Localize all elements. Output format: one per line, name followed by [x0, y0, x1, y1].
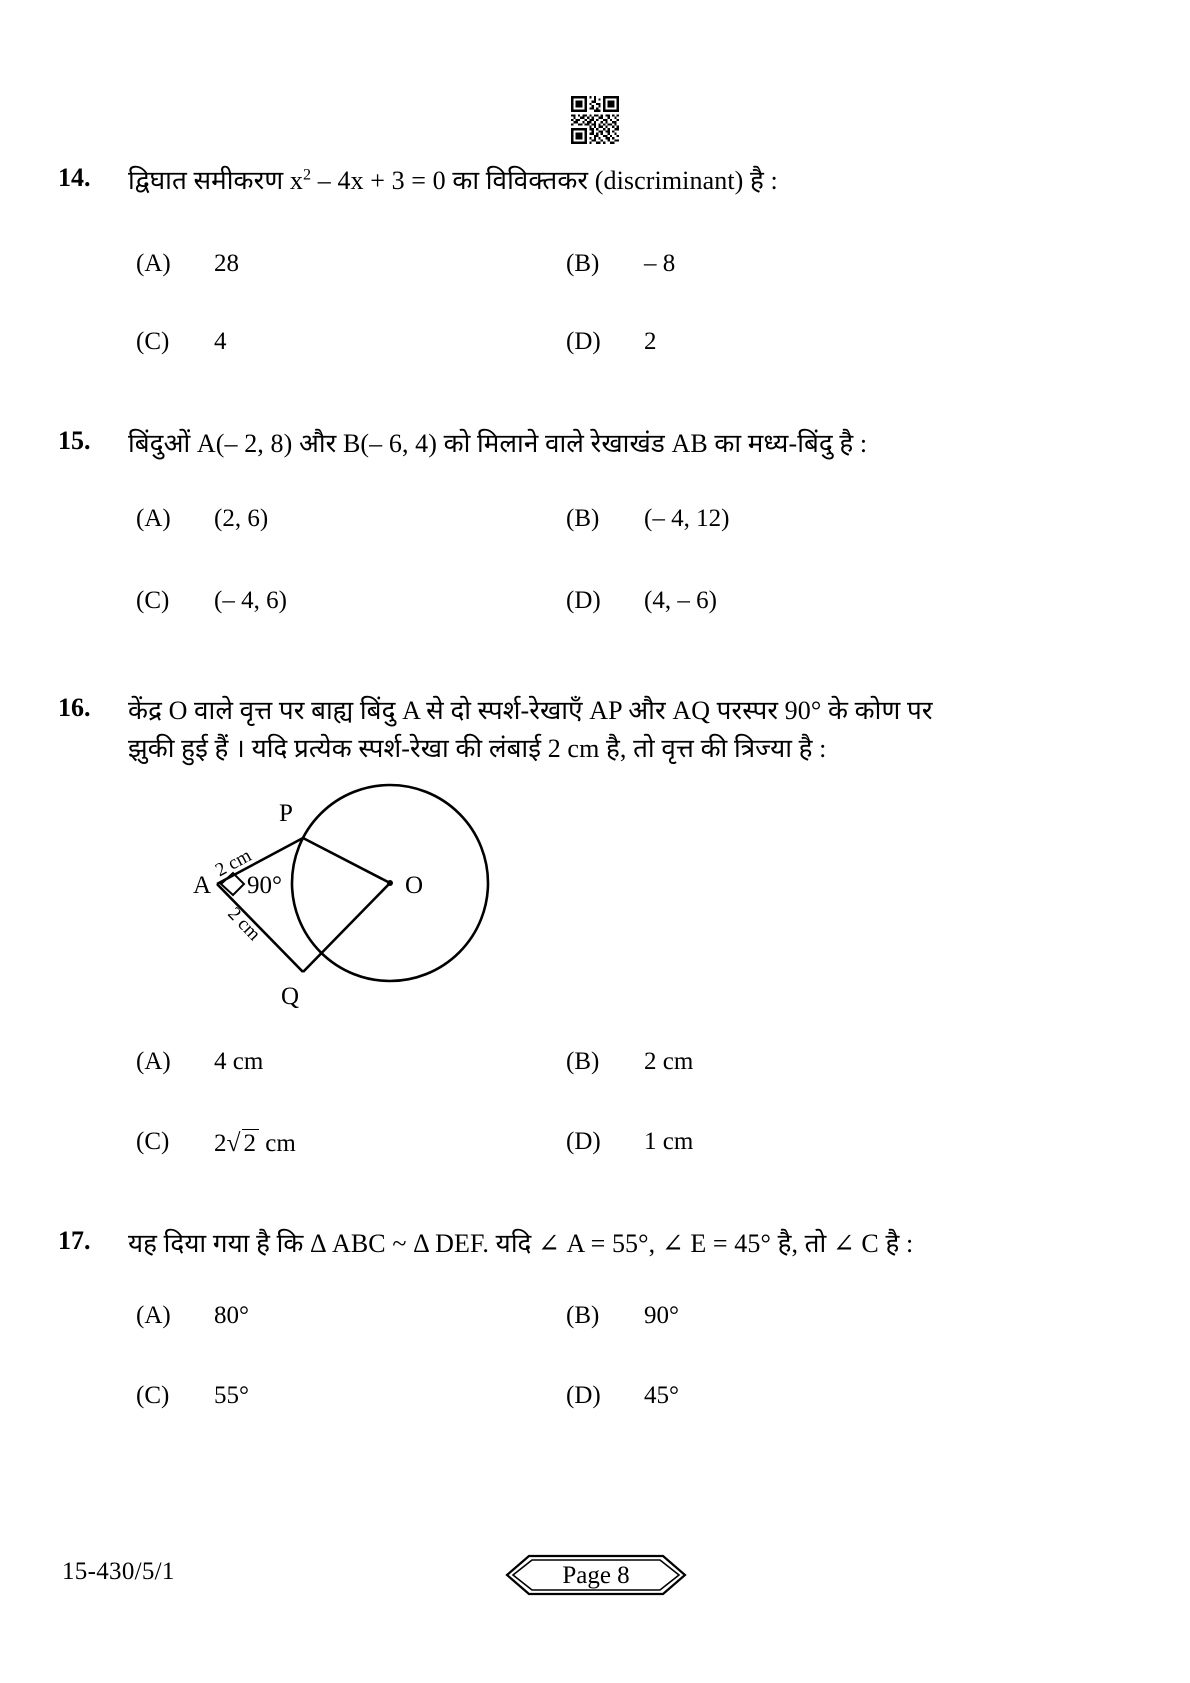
option-value: (– 4, 12) — [644, 505, 730, 532]
q16-line-1: केंद्र O वाले वृत्त पर बाह्य बिंदु A से दो स्पर्श-रेखाएँ AP और AQ परस्पर 90° के कोण पर — [128, 696, 933, 725]
q14-expr-base: x — [289, 166, 303, 195]
option-tag: (B) — [566, 1048, 600, 1075]
option-value: 1 cm — [644, 1128, 694, 1155]
option-value: (2, 6) — [214, 505, 269, 532]
label-tangent-length-lower: 2 cm — [223, 903, 265, 945]
label-P: P — [279, 800, 293, 827]
question-17-options-row-1 — [0, 1302, 1190, 1342]
question-number: 16. — [58, 693, 91, 722]
option-value: 45° — [644, 1382, 679, 1409]
option-value: 28 — [214, 250, 239, 277]
q14-text-b: का विविक्तकर (discriminant) है : — [452, 166, 778, 195]
label-A: A — [192, 872, 212, 899]
option-value: 2 cm — [644, 1048, 694, 1075]
q15-line-1: बिंदुओं A(– 2, 8) और B(– 6, 4) को मिलाने वाले रेखाखंड AB का मध्य-बिंदु है : — [128, 429, 868, 458]
question-number: 17. — [58, 1226, 91, 1255]
option-value: 90° — [644, 1302, 679, 1329]
option-tag: (D) — [566, 587, 601, 614]
option-tag: (B) — [566, 1302, 600, 1329]
radius-OP — [303, 838, 390, 883]
option-tag: (C) — [136, 328, 170, 355]
page-number-text: Page 8 — [562, 1562, 630, 1589]
question-14-options-row-1 — [0, 250, 1190, 290]
option-tag: (B) — [566, 505, 600, 532]
option-tag: (D) — [566, 328, 601, 355]
question-16-options-row-2 — [0, 1128, 1190, 1168]
option-value: (4, – 6) — [644, 587, 717, 614]
question-16-options-row-1 — [0, 1048, 1190, 1088]
sqrt-unit: cm — [265, 1130, 296, 1157]
question-17-options-row-2 — [0, 1382, 1190, 1422]
option-tag: (C) — [136, 587, 170, 614]
option-value: 80° — [214, 1302, 249, 1329]
label-O: O — [405, 872, 424, 899]
option-value: 55° — [214, 1382, 249, 1409]
option-tag: (A) — [136, 505, 171, 532]
option-tag: (D) — [566, 1382, 601, 1409]
label-angle-90: 90° — [247, 872, 282, 899]
option-tag: (A) — [136, 250, 171, 277]
page-footer — [0, 1552, 1190, 1612]
circle-tangents-diagram — [190, 776, 580, 1021]
question-15-options-row-1 — [0, 505, 1190, 545]
label-Q: Q — [280, 983, 300, 1010]
sqrt-expression — [214, 1128, 259, 1158]
option-tag: (A) — [136, 1048, 171, 1075]
radical-sign: √ — [226, 1128, 241, 1157]
label-tangent-length-upper: 2 cm — [211, 845, 255, 882]
option-value — [214, 1128, 296, 1158]
question-number: 14. — [58, 163, 91, 192]
q16-line-2: झुकी हुई हैं । यदि प्रत्येक स्पर्श-रेखा की लंबाई 2 cm है, तो वृत्त की त्रिज्या है : — [128, 733, 827, 763]
option-value: – 8 — [644, 250, 676, 277]
page-number-badge — [503, 1552, 689, 1598]
q14-expr-rest: – 4x + 3 = 0 — [311, 166, 453, 195]
q14-expr-power: 2 — [302, 166, 312, 184]
option-value: 2 — [644, 328, 657, 355]
option-tag: (A) — [136, 1302, 171, 1329]
option-tag: (D) — [566, 1128, 601, 1155]
question-text — [128, 425, 1138, 463]
sqrt-radicand: 2 — [242, 1129, 260, 1158]
option-value: 4 — [214, 328, 227, 355]
option-tag: (C) — [136, 1382, 170, 1409]
option-value: (– 4, 6) — [214, 587, 287, 614]
option-tag: (B) — [566, 250, 600, 277]
sqrt-coefficient: 2 — [214, 1130, 227, 1157]
question-15-options-row-2 — [0, 587, 1190, 627]
qr-code-icon — [571, 96, 619, 144]
question-text — [128, 692, 1158, 767]
center-point-dot — [387, 880, 393, 886]
q14-text-a: द्विघात समीकरण — [128, 166, 290, 195]
radius-OQ — [303, 883, 390, 972]
paper-code: 15-430/5/1 — [62, 1558, 175, 1585]
option-tag: (C) — [136, 1128, 170, 1155]
question-text — [128, 162, 1138, 200]
question-number: 15. — [58, 426, 91, 455]
option-value: 4 cm — [214, 1048, 264, 1075]
question-text — [128, 1225, 1138, 1263]
q17-line-1: यह दिया गया है कि Δ ABC ~ Δ DEF. यदि ∠ A = 55°, ∠ E = 45° है, तो ∠ C है : — [128, 1229, 914, 1258]
question-14-options-row-2 — [0, 328, 1190, 368]
